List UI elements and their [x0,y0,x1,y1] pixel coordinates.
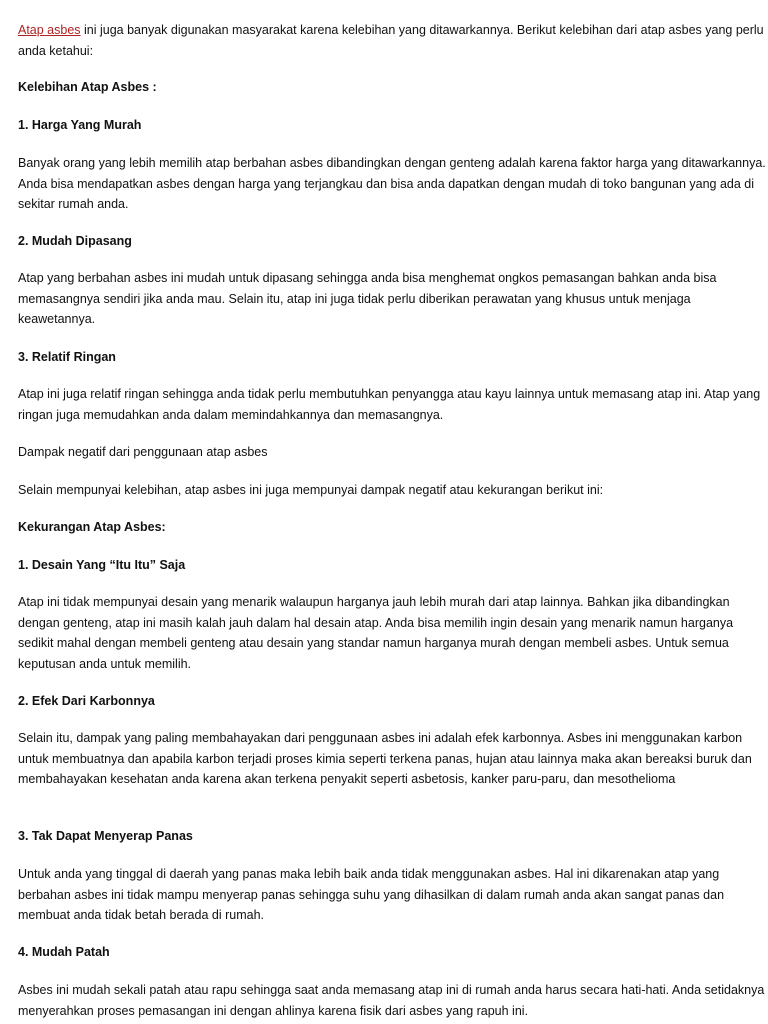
disadvantage-4-title: 4. Mudah Patah [18,945,110,959]
disadvantage-2-body: Selain itu, dampak yang paling membahayakan dari penggunaan asbes ini adalah efek karbonnya. Asbes ini menggunakan karbon untuk membuatnya dan apabila karbon terjadi proses kimia seperti terkena panas, hujan atau lainnya maka akan bereaksi buruk dan membahayakan kesehatan anda karena akan terkena penyakit seperti asbetosis, kanker paru-paru, dan mesothelioma [18,731,752,787]
disadvantage-1-body: Atap ini tidak mempunyai desain yang menarik walaupun harganya jauh lebih murah dari atap lainnya. Bahkan jika dibandingkan dengan genteng, atap ini masih kalah jauh dalam hal desain atap. Anda bisa memilih ingin desain yang menarik namun harganya sedikit mahal dengan membeli genteng atau desain yang standar namun harganya murah dengan membeli asbes. Untuk semua keputusan anda untuk memilih. [18,595,734,672]
advantage-1-body: Banyak orang yang lebih memilih atap berbahan asbes dibandingkan dengan genteng adalah karena faktor harga yang ditawarkannya. Anda bisa mendapatkan asbes dengan harga yang terjangkau dan bisa anda dapatkan dengan mudah di toko bangunan yang ada di sekitar rumah anda. [18,156,766,212]
advantage-2-body: Atap yang berbahan asbes ini mudah untuk dipasang sehingga anda bisa menghemat ongkos pemasangan bahkan anda bisa memasangnya sendiri jika anda mau. Selain itu, atap ini juga tidak perlu diberikan perawatan yang khusus untuk menjaga keawetannya. [18,271,717,327]
negative-impact-line: Dampak negatif dari penggunaan atap asbes [18,445,268,459]
advantage-2-title: 2. Mudah Dipasang [18,234,132,248]
advantage-1-title: 1. Harga Yang Murah [18,118,142,132]
disadvantage-1-title: 1. Desain Yang “Itu Itu” Saja [18,558,186,572]
disadvantage-4-body: Asbes ini mudah sekali patah atau rapu sehingga saat anda memasang atap ini di rumah anda harus secara hati-hati. Anda setidaknya menyerahkan proses pemasangan ini dengan ahlinya karena fisik dari asbes yang rapuh ini. [18,983,765,1018]
advantage-3-title: 3. Relatif Ringan [18,350,116,364]
advantages-heading: Kelebihan Atap Asbes : [18,80,157,94]
disadvantage-3-body: Untuk anda yang tinggal di daerah yang panas maka lebih baik anda tidak menggunakan asbes. Hal ini dikarenakan atap yang berbahan asbes ini tidak mampu menyerap panas sehingga suhu yang dihasilkan di dalam rumah anda akan sangat panas dan membuat anda tidak betah berada di rumah. [18,867,725,923]
disadvantage-3-title: 3. Tak Dapat Menyerap Panas [18,829,193,843]
disadvantages-heading: Kekurangan Atap Asbes: [18,520,166,534]
intro-paragraph [18,20,766,61]
intro-text: ini juga banyak digunakan masyarakat karena kelebihan yang ditawarkannya. Berikut kelebihan dari atap asbes yang perlu anda ketahui: [18,23,764,58]
advantage-3-body: Atap ini juga relatif ringan sehingga anda tidak perlu membutuhkan penyangga atau kayu lainnya untuk memasang atap ini. Atap yang ringan juga memudahkan anda dalam memindahkannya dan memasangnya. [18,387,761,422]
negative-intro: Selain mempunyai kelebihan, atap asbes ini juga mempunyai dampak negatif atau kekurangan berikut ini: [18,483,604,497]
disadvantage-2-title: 2. Efek Dari Karbonnya [18,694,155,708]
atap-asbes-link[interactable]: Atap asbes [18,23,81,37]
